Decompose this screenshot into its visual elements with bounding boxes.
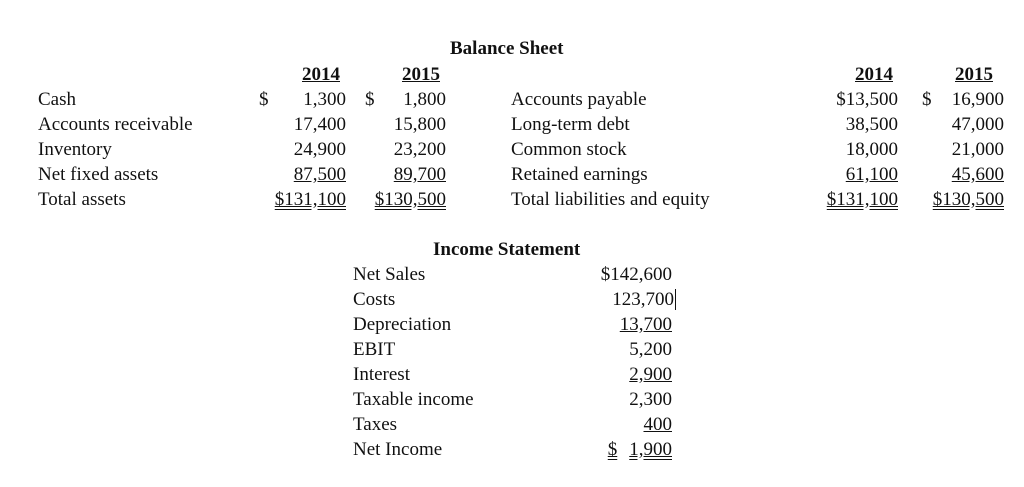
- asset-value-cash-2015: 1,800: [403, 89, 446, 110]
- asset-label-fixed: Net fixed assets: [38, 164, 159, 185]
- income-label-net-sales: Net Sales: [353, 264, 426, 285]
- income-value-costs-text: 123,700: [612, 289, 674, 310]
- liability-value-stock-2015: 21,000: [951, 139, 1004, 160]
- asset-value-total-2014: $131,100: [274, 189, 346, 210]
- asset-value-cash-2014: 1,300: [303, 89, 346, 110]
- asset-value-receivable-2014: 17,400: [293, 114, 346, 135]
- asset-label-inventory: Inventory: [38, 139, 112, 160]
- income-value-net-income-text: 1,900: [629, 439, 672, 460]
- liability-label-total: Total liabilities and equity: [511, 189, 710, 210]
- income-label-taxes: Taxes: [353, 414, 398, 435]
- liability-value-retained-2015-text: 45,600: [951, 164, 1004, 185]
- liability-value-payable-2014: $13,500: [836, 89, 898, 110]
- asset-label-receivable: Accounts receivable: [38, 114, 193, 135]
- liability-label-stock: Common stock: [511, 139, 627, 160]
- asset-value-receivable-2015: 15,800: [393, 114, 446, 135]
- income-label-depreciation: Depreciation: [353, 314, 452, 335]
- income-value-depreciation-text: 13,700: [619, 314, 672, 335]
- liability-label-payable: Accounts payable: [511, 89, 647, 110]
- income-value-interest: [560, 364, 672, 386]
- asset-value-fixed-2014: [262, 164, 346, 186]
- asset-label-cash: Cash: [38, 89, 76, 110]
- liability-payable-2015-symbol: $: [922, 89, 932, 110]
- liability-value-retained-2015: [920, 164, 1004, 186]
- assets-year-2014-header: 2014: [302, 64, 340, 85]
- asset-value-fixed-2015: [364, 164, 446, 186]
- asset-label-total: Total assets: [38, 189, 126, 210]
- income-value-interest-text: 2,900: [629, 364, 672, 385]
- income-value-depreciation: [560, 314, 672, 336]
- balance-sheet-title: Balance Sheet: [450, 38, 564, 59]
- income-label-interest: Interest: [353, 364, 410, 385]
- liability-value-stock-2014: 18,000: [845, 139, 898, 160]
- liability-value-payable-2015: 16,900: [951, 89, 1004, 110]
- asset-value-total-2015: $130,500: [374, 189, 446, 210]
- income-net-income-symbol: $: [607, 439, 618, 460]
- income-label-taxable: Taxable income: [353, 389, 474, 410]
- liability-value-total-2015: $130,500: [932, 189, 1004, 210]
- liability-label-retained: Retained earnings: [511, 164, 648, 185]
- liability-value-retained-2014: [810, 164, 898, 186]
- income-value-net-sales: $142,600: [600, 264, 672, 285]
- liabilities-year-2014-header: 2014: [855, 64, 893, 85]
- income-value-costs: [560, 289, 676, 311]
- income-value-taxable: 2,300: [629, 389, 672, 410]
- liability-value-debt-2015: 47,000: [951, 114, 1004, 135]
- asset-value-inventory-2015: 23,200: [393, 139, 446, 160]
- asset-cash-2015-symbol: $: [365, 89, 375, 110]
- asset-value-fixed-2015-text: 89,700: [393, 164, 446, 185]
- liability-value-retained-2014-text: 61,100: [845, 164, 898, 185]
- income-label-costs: Costs: [353, 289, 396, 310]
- liability-value-debt-2014: 38,500: [845, 114, 898, 135]
- liability-value-total-2014: $131,100: [826, 189, 898, 210]
- liabilities-year-2015-header: 2015: [955, 64, 993, 85]
- income-label-ebit: EBIT: [353, 339, 396, 360]
- income-value-taxes-text: 400: [643, 414, 672, 435]
- asset-value-fixed-2014-text: 87,500: [293, 164, 346, 185]
- income-label-net-income: Net Income: [353, 439, 443, 460]
- income-value-ebit: 5,200: [629, 339, 672, 360]
- income-value-taxes: [560, 414, 672, 436]
- income-value-net-income: [560, 439, 672, 461]
- asset-cash-2014-symbol: $: [259, 89, 269, 110]
- liability-label-debt: Long-term debt: [511, 114, 630, 135]
- asset-value-inventory-2014: 24,900: [293, 139, 346, 160]
- income-statement-title: Income Statement: [433, 239, 581, 260]
- assets-year-2015-header: 2015: [402, 64, 440, 85]
